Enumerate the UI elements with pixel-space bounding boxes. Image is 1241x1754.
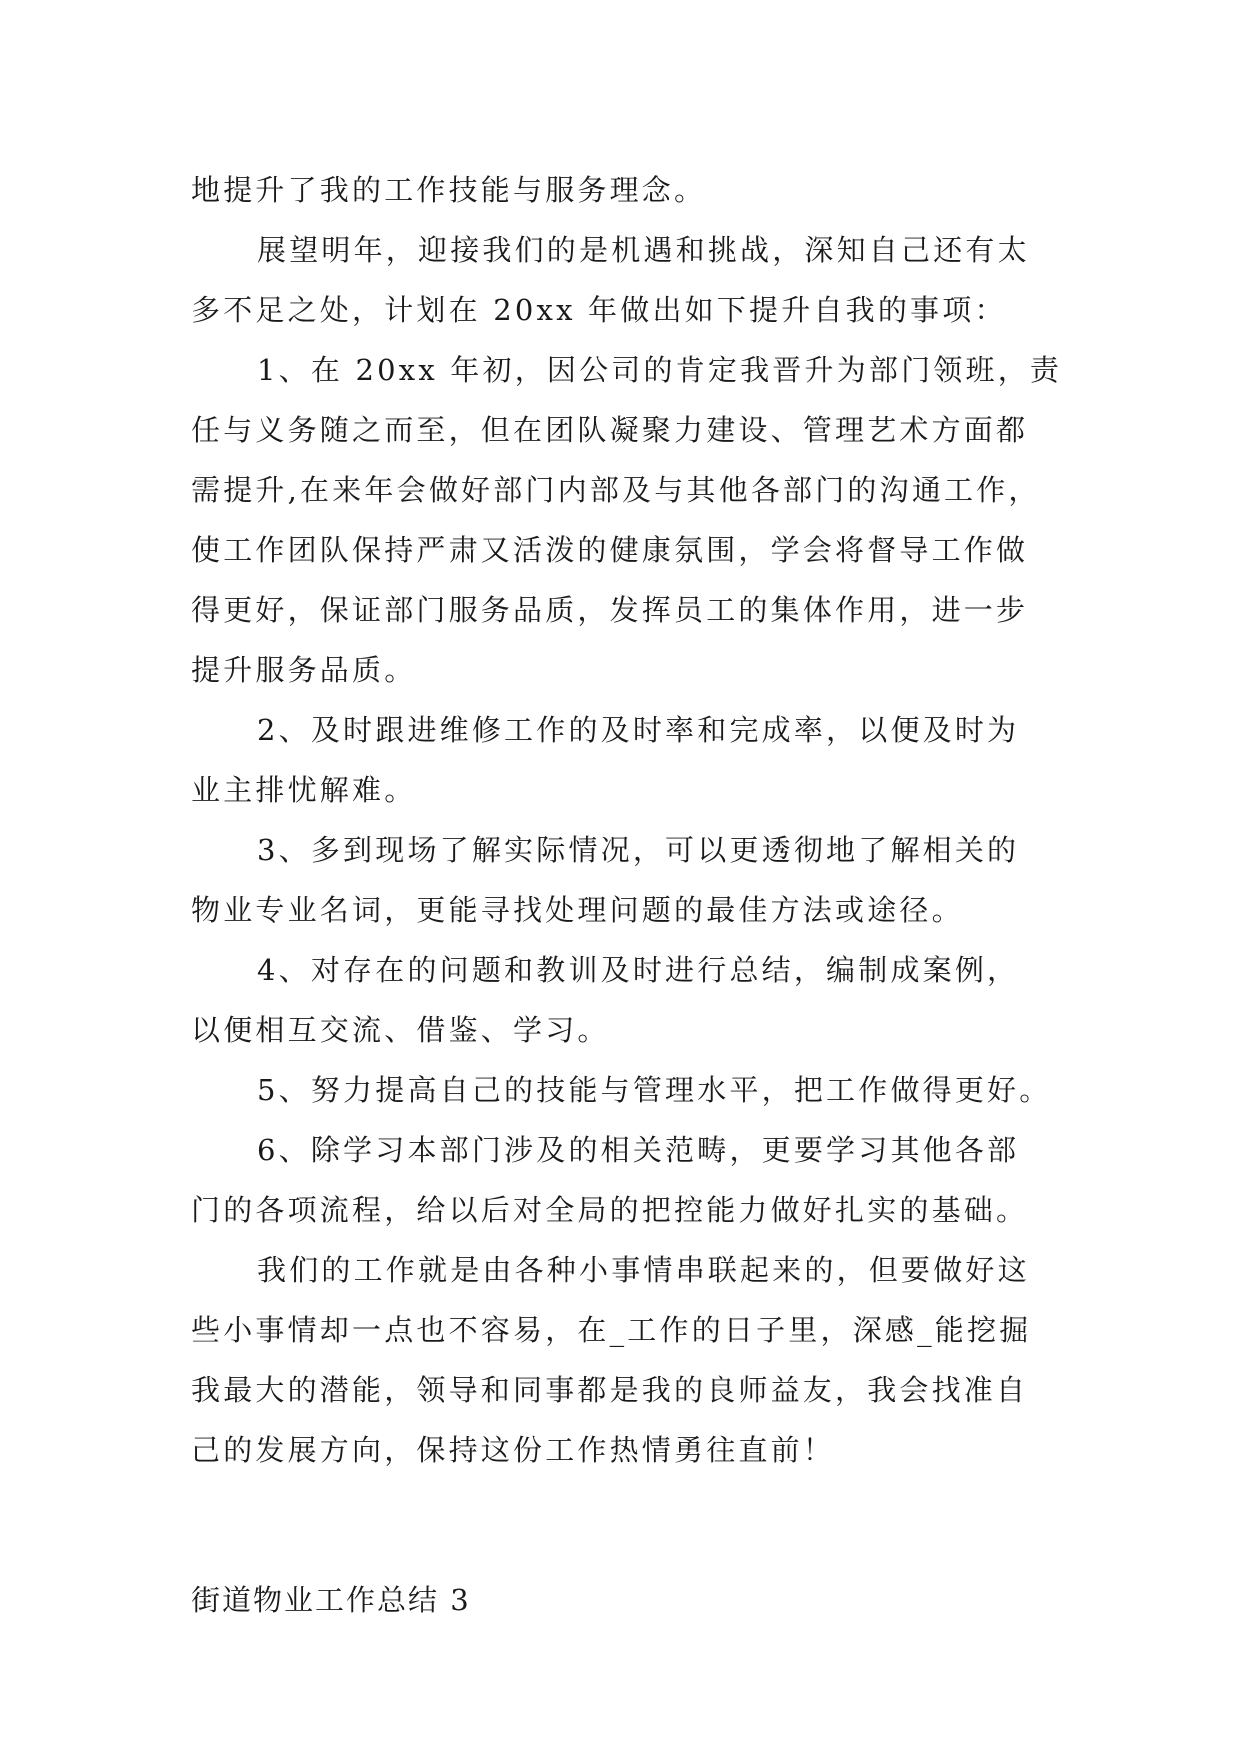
paragraph-line: 提升服务品质。: [191, 653, 417, 687]
paragraph-line: 我们的工作就是由各种小事情串联起来的，但要做好这: [257, 1253, 1030, 1287]
document-body: [191, 160, 1071, 1630]
paragraph-line: 5、努力提高自己的技能与管理水平，把工作做得更好。: [257, 1073, 1052, 1107]
paragraph-line: 物业专业名词，更能寻找处理问题的最佳方法或途径。: [191, 893, 964, 927]
paragraph-line: 以便相互交流、借鉴、学习。: [191, 1013, 610, 1047]
paragraph-line: 己的发展方向，保持这份工作热情勇往直前！: [191, 1433, 836, 1467]
paragraph-line: 3、多到现场了解实际情况，可以更透彻地了解相关的: [257, 833, 1020, 867]
paragraph-line: 门的各项流程，给以后对全局的把控能力做好扎实的基础。: [191, 1193, 1029, 1227]
paragraph-line: 多不足之处，计划在 20xx 年做出如下提升自我的事项：: [191, 293, 1007, 327]
paragraph-line: 我最大的潜能，领导和同事都是我的良师益友，我会找准自: [191, 1373, 1029, 1407]
paragraph-line: 任与义务随之而至，但在团队凝聚力建设、管理艺术方面都: [191, 413, 1029, 447]
paragraph-line: 4、对存在的问题和教训及时进行总结，编制成案例，: [257, 953, 1020, 987]
paragraph-line: 2、及时跟进维修工作的及时率和完成率，以便及时为: [257, 713, 1020, 747]
paragraph-line: 得更好，保证部门服务品质，发挥员工的集体作用，进一步: [191, 593, 1029, 627]
paragraph-line: 些小事情却一点也不容易，在_工作的日子里，深感_能挖掘: [191, 1313, 1032, 1347]
paragraph-line: 业主排忧解难。: [191, 773, 417, 807]
paragraph-line: 1、在 20xx 年初，因公司的肯定我晋升为部门领班，责: [257, 353, 1063, 387]
paragraph-line: 使工作团队保持严肃又活泼的健康氛围，学会将督导工作做: [191, 533, 1029, 567]
section-spacer: [191, 1480, 1071, 1570]
paragraph-line: 展望明年，迎接我们的是机遇和挑战，深知自己还有太: [257, 233, 1030, 267]
paragraph-line: 6、除学习本部门涉及的相关范畴，更要学习其他各部: [257, 1133, 1020, 1167]
paragraph-line: 需提升,在来年会做好部门内部及与其他各部门的沟通工作，: [191, 473, 1041, 507]
section-heading: 街道物业工作总结 3: [191, 1583, 471, 1617]
paragraph-line: 地提升了我的工作技能与服务理念。: [191, 173, 707, 207]
